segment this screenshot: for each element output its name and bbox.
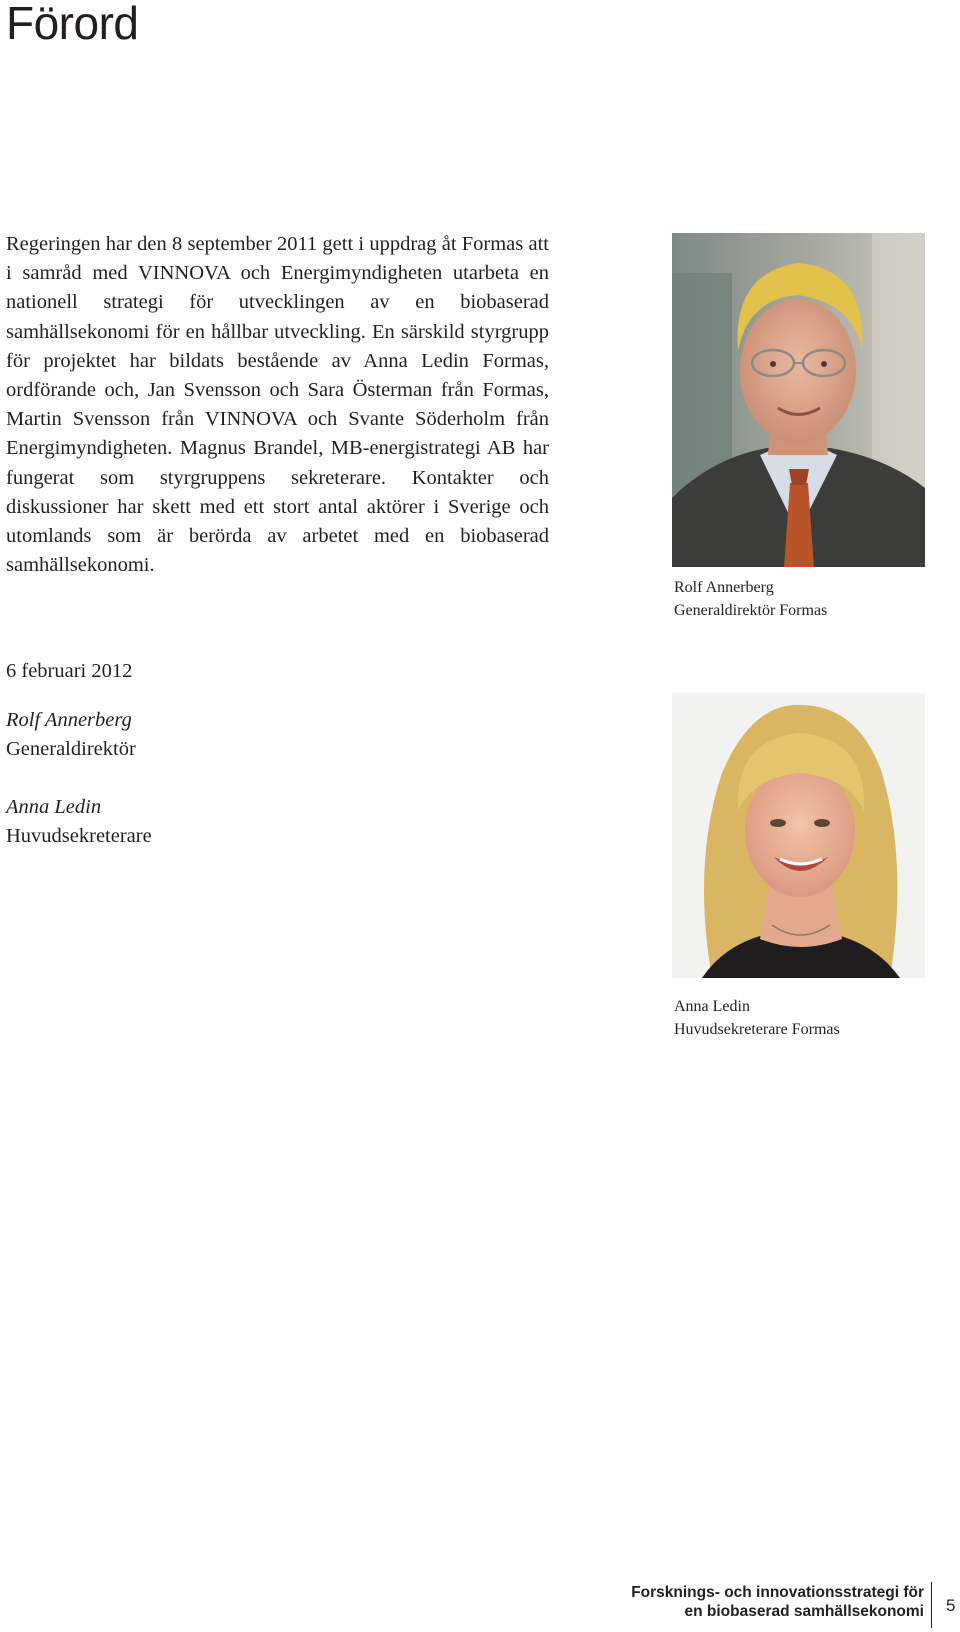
page-number: 5 bbox=[946, 1596, 956, 1615]
photo-caption-2 bbox=[674, 995, 840, 1041]
caption-title: Huvudsekreterare Formas bbox=[674, 1021, 840, 1038]
signature-role: Generaldirektör bbox=[6, 738, 136, 760]
signature-block-2 bbox=[6, 793, 152, 851]
caption-title: Generaldirektör Formas bbox=[674, 602, 828, 619]
signature-name: Anna Ledin bbox=[6, 796, 102, 818]
signature-role: Huvudsekreterare bbox=[6, 825, 152, 847]
portrait-illustration bbox=[672, 693, 925, 978]
page-title: Förord bbox=[6, 0, 139, 49]
signature-block-1 bbox=[6, 706, 136, 764]
date-line: 6 februari 2012 bbox=[6, 660, 133, 682]
caption-name: Anna Ledin bbox=[674, 998, 750, 1015]
footer-line-1: Forsknings- och innovationsstrategi för bbox=[631, 1584, 924, 1601]
footer-publication-title bbox=[631, 1583, 924, 1621]
portrait-photo-1 bbox=[672, 233, 925, 567]
footer-line-2: en biobaserad samhällsekonomi bbox=[684, 1603, 924, 1620]
caption-name: Rolf Annerberg bbox=[674, 579, 774, 596]
portrait-photo-2 bbox=[672, 693, 925, 978]
portrait-illustration bbox=[672, 233, 925, 567]
footer-divider bbox=[931, 1582, 932, 1628]
foreword-paragraph: Regeringen har den 8 september 2011 gett i uppdrag åt Formas att i samråd med VINNOVA och Energimyndigheten utarbeta en nationell strategi för utvecklingen av en biobaserad samhällsekonomi för en hållbar utveckling. En särskild styrgrupp för projektet har bildats bestående av Anna Ledin Formas, ordförande och, Jan Svensson och Sara Österman från Formas, Martin Svensson från VINNOVA och Svante Söderholm från Energimyndigheten. Magnus Brandel, MB-energistrategi AB har fungerat som styrgruppens sekreterare. Kontakter och diskussioner har skett med ett stort antal aktörer i Sverige och utomlands som är berörda av arbetet med en biobaserad samhällsekonomi. bbox=[6, 233, 549, 577]
photo-caption-1 bbox=[674, 576, 827, 622]
signature-name: Rolf Annerberg bbox=[6, 709, 132, 731]
